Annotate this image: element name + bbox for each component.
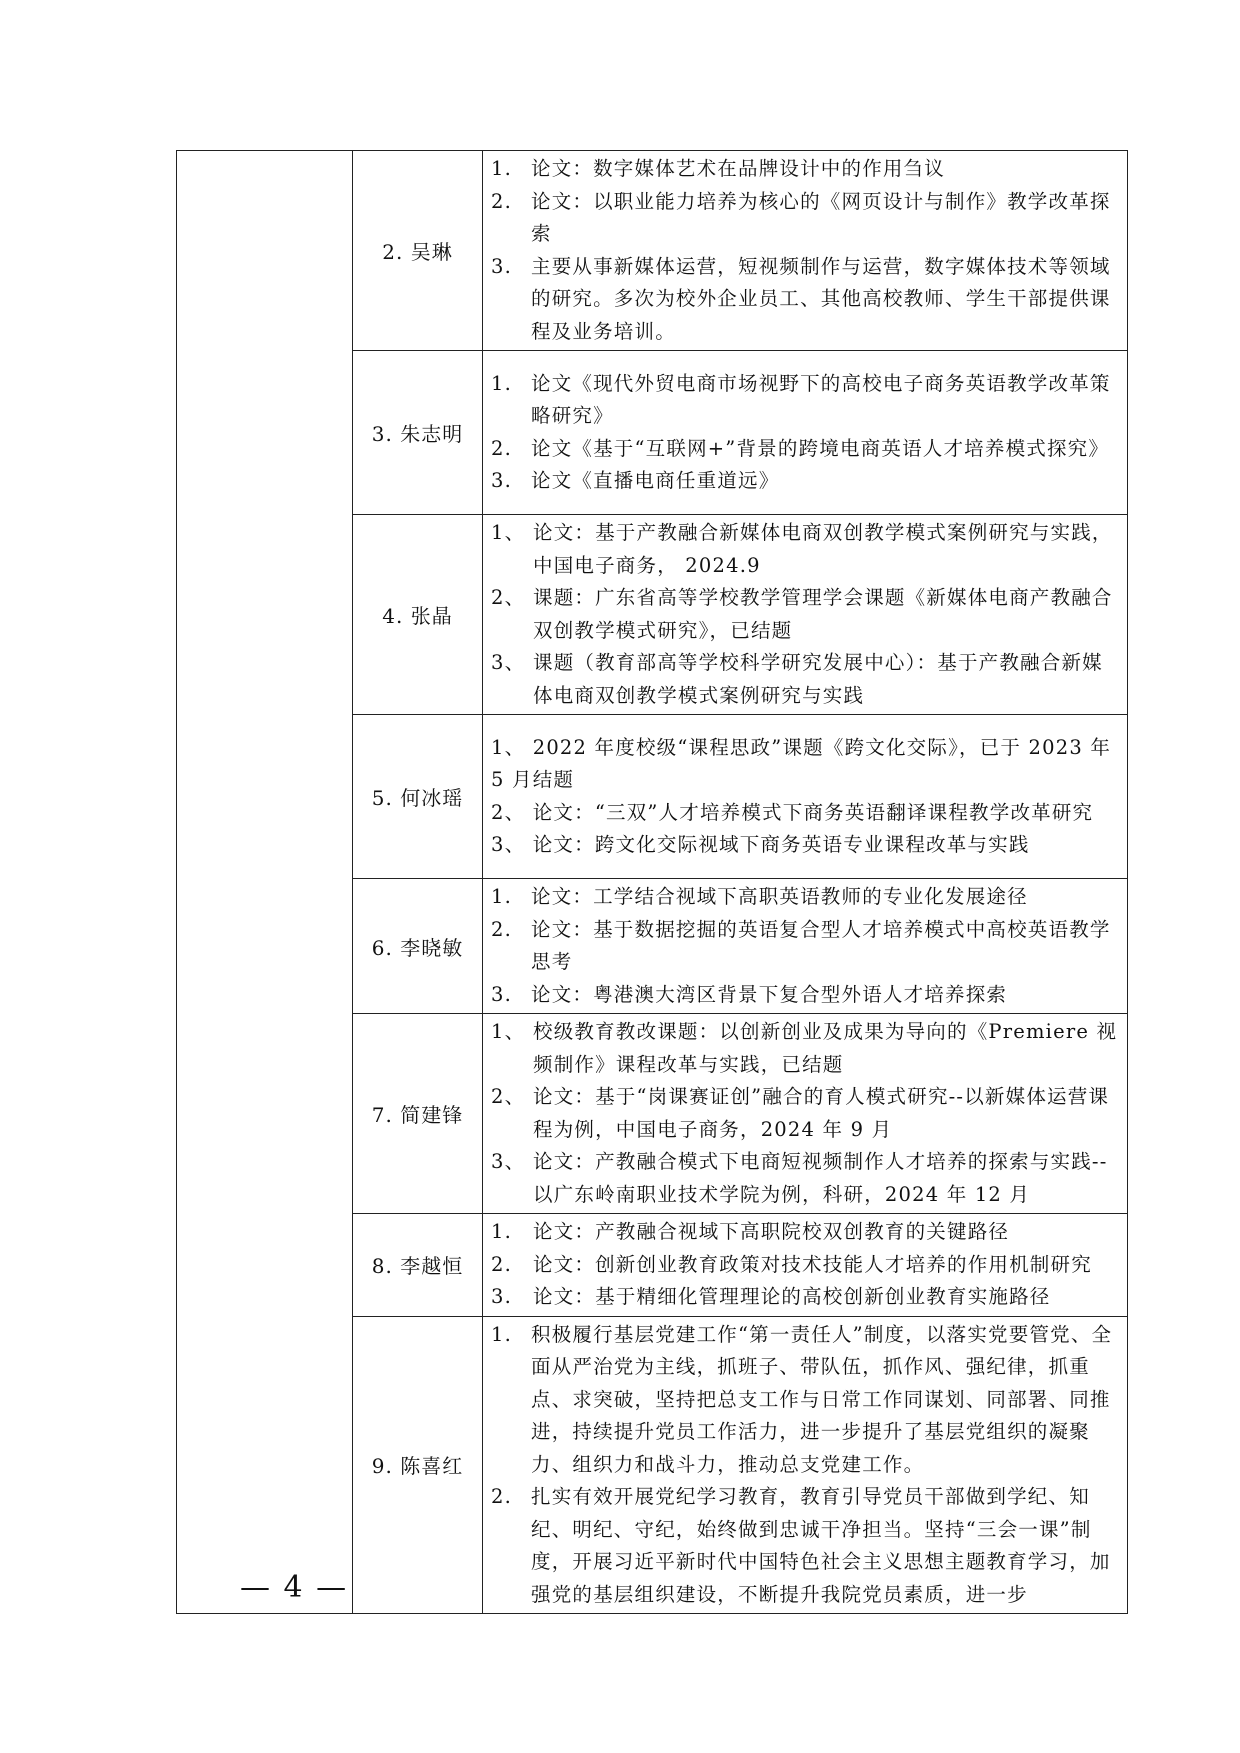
item-text: 校级教育教改课题：以创新创业及成果为导向的《Premiere 视频制作》课程改革与实践，已结题 (533, 1020, 1118, 1076)
item-number: 2. (491, 436, 513, 460)
member-items (483, 1214, 1128, 1317)
list-item (491, 647, 1119, 712)
member-name: 7. 简建锋 (353, 1014, 483, 1214)
member-name: 8. 李越恒 (353, 1214, 483, 1317)
item-text: 论文《直播电商任重道远》 (531, 469, 780, 492)
list-item (491, 251, 1119, 349)
item-number: 1. (491, 157, 513, 180)
item-number: 1. (491, 1220, 513, 1243)
list-item (491, 881, 1119, 914)
item-number: 1. (491, 885, 513, 908)
item-text: 积极履行基层党建工作“第一责任人”制度，以落实党要管党、全面从严治党为主线，抓班子、带队伍，抓作风、强纪律，抓重点、求突破，坚持把总支工作与日常工作同谋划、同部署、同推进，持续提升党员工作活力，进一步提升了基层党组织的凝聚力、组织力和战斗力，推动总支党建工作。 (531, 1322, 1113, 1476)
member-items (483, 151, 1128, 351)
member-items (483, 1014, 1128, 1214)
list-item (491, 186, 1119, 251)
achievements-table (176, 150, 1128, 1614)
member-items (483, 351, 1128, 515)
item-text: 论文：数字媒体艺术在品牌设计中的作用刍议 (531, 157, 946, 180)
item-number: 3. (491, 982, 513, 1006)
item-text: 论文：产教融合模式下电商短视频制作人才培养的探索与实践--以广东岭南职业技术学院为例，科研，2024 年 12 月 (533, 1150, 1108, 1206)
category-cell-empty (177, 151, 353, 1614)
item-number: 1、 (491, 1020, 526, 1043)
item-text: 论文《现代外贸电商市场视野下的高校电子商务英语教学改革策略研究》 (531, 371, 1111, 427)
member-name: 6. 李晓敏 (353, 879, 483, 1014)
member-items (483, 515, 1128, 715)
member-items (483, 715, 1128, 879)
item-text: 论文：基于产教融合新媒体电商双创教学模式案例研究与实践，中国电子商务， 2024.9 (533, 521, 1113, 577)
list-item (491, 465, 1119, 498)
item-number: 1. (491, 1322, 513, 1346)
list-item (491, 1146, 1119, 1211)
item-number: 2. (491, 1485, 513, 1508)
list-item (491, 153, 1119, 186)
list-item (491, 1481, 1119, 1611)
item-number: 2、 (491, 1085, 526, 1108)
member-name: 9. 陈喜红 (353, 1316, 483, 1614)
item-text: 论文：产教融合视域下高职院校双创教育的关键路径 (533, 1220, 1010, 1243)
item-number: 2、 (491, 586, 526, 609)
list-item (491, 1249, 1119, 1282)
member-name: 5. 何冰瑶 (353, 715, 483, 879)
item-number: 3. (491, 254, 513, 278)
item-text: 主要从事新媒体运营，短视频制作与运营，数字媒体技术等领域的研究。多次为校外企业员工、其他高校教师、学生干部提供课程及业务培训。 (531, 254, 1111, 343)
item-text: 论文：基于数据挖掘的英语复合型人才培养模式中高校英语教学思考 (531, 917, 1111, 973)
item-number: 2、 (491, 800, 526, 824)
item-text: 论文：粤港澳大湾区背景下复合型外语人才培养探索 (531, 982, 1008, 1006)
table-row (177, 151, 1128, 351)
list-item (491, 368, 1119, 433)
list-item (491, 797, 1119, 830)
item-number: 3、 (491, 651, 526, 674)
item-number: 3. (491, 1285, 513, 1308)
item-text: 课题：广东省高等学校教学管理学会课题《新媒体电商产教融合双创教学模式研究》，已结题 (533, 586, 1113, 642)
list-item (491, 979, 1119, 1012)
item-text: 论文：跨文化交际视域下商务英语专业课程改革与实践 (532, 833, 1030, 856)
member-name: 3. 朱志明 (353, 351, 483, 515)
item-text: 论文：基于“岗课赛证创”融合的育人模式研究--以新媒体运营课程为例，中国电子商务，2024 年 9 月 (533, 1085, 1110, 1141)
item-number: 3、 (491, 1150, 526, 1173)
item-text: 扎实有效开展党纪学习教育，教育引导党员干部做到学纪、知纪、明纪、守纪，始终做到忠诚干净担当。坚持“三会一课”制度，开展习近平新时代中国特色社会主义思想主题教育学习，加强党的基层组织建设，不断提升我院党员素质，进一步 (531, 1485, 1111, 1606)
item-number: 2. (491, 189, 513, 213)
member-name: 2. 吴琳 (353, 151, 483, 351)
item-text: 2022 年度校级“课程思政”课题《跨文化交际》，已于 2023 年 5 月结题 (491, 735, 1112, 791)
list-item (491, 1216, 1119, 1249)
item-number: 1、 (491, 521, 526, 544)
list-item (491, 829, 1119, 862)
item-number: 3. (491, 469, 513, 492)
item-text: 论文：基于精细化管理理论的高校创新创业教育实施路径 (533, 1285, 1051, 1308)
item-number: 1、 (491, 735, 526, 759)
member-items (483, 879, 1128, 1014)
item-number: 2. (491, 917, 513, 941)
member-name: 4. 张晶 (353, 515, 483, 715)
item-text: 课题（教育部高等学校科学研究发展中心）：基于产教融合新媒体电商双创教学模式案例研究与实践 (533, 651, 1103, 707)
member-items (483, 1316, 1128, 1614)
list-item (491, 732, 1119, 797)
item-text: 论文《基于“互联网+”背景的跨境电商英语人才培养模式探究》 (531, 436, 1110, 460)
list-item (491, 1281, 1119, 1314)
item-text: 论文：以职业能力培养为核心的《网页设计与制作》教学改革探索 (531, 189, 1111, 245)
item-number: 1. (491, 371, 513, 395)
list-item (491, 1081, 1119, 1146)
item-text: 论文：创新创业教育政策对技术技能人才培养的作用机制研究 (533, 1252, 1092, 1276)
item-text: 论文：“三双”人才培养模式下商务英语翻译课程教学改革研究 (532, 800, 1094, 824)
list-item (491, 433, 1119, 466)
item-number: 2. (491, 1252, 513, 1276)
list-item (491, 1319, 1119, 1482)
list-item (491, 914, 1119, 979)
item-text: 论文：工学结合视域下高职英语教师的专业化发展途径 (531, 885, 1028, 908)
item-number: 3、 (491, 833, 526, 856)
list-item (491, 582, 1119, 647)
list-item (491, 517, 1119, 582)
list-item (491, 1016, 1119, 1081)
page-number: — 4 — (240, 1570, 349, 1605)
